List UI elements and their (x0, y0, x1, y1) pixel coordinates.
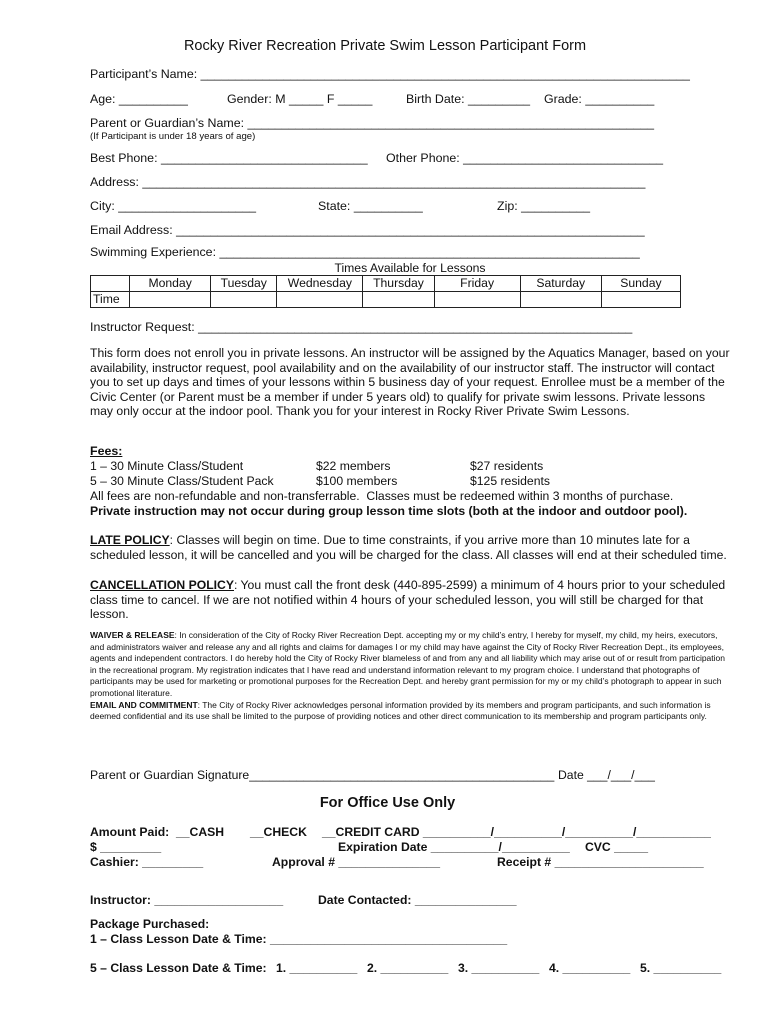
age-field[interactable]: Age: __________ (90, 92, 188, 106)
intro-paragraph: This form does not enroll you in private lessons. An instructor will be assigned by the Aquatics Manager, based on your availability, instructor request, pool availability and on the availability of our instructor staff. The instructor will contact you to set up days and times of your lessons within 5 business day of your request. Enrollee must be a member of the Civic Center (or Parent must be a member if under 5 years old) to qualify for private swim lessons. Private lessons may only occur at the indoor pool. Thank you for your interest in Rocky River Private Swim Lessons. (90, 346, 730, 419)
date-contacted-field[interactable]: Date Contacted: _______________ (318, 893, 517, 907)
availability-header-row (91, 276, 681, 292)
swimming-experience-field[interactable]: Swimming Experience: _____________________________________________________________ (90, 245, 640, 259)
email-field[interactable]: Email Address: ____________________________________________________________________ (90, 223, 645, 237)
five-class-slot[interactable]: 1. __________ (276, 961, 358, 975)
one-class-lesson-field[interactable]: 1 – Class Lesson Date & Time: ___________________________________ (90, 932, 508, 946)
payment-check[interactable]: __CHECK (250, 825, 307, 839)
amount-dollar-field[interactable]: $ _________ (90, 840, 162, 854)
day-header-saturday: Saturday (520, 276, 601, 292)
time-cell-thursday[interactable] (363, 292, 434, 308)
participant-name-field[interactable]: Participant’s Name: _______________________________________________________________________ (90, 67, 690, 81)
time-cell-friday[interactable] (434, 292, 520, 308)
cancellation-policy-heading: CANCELLATION POLICY (90, 578, 234, 592)
cancellation-policy-text: : You must call the front desk (440-895-2599) a minimum of 4 hours prior to your scheduled class time to cancel. If we are not notified within 4 hours of your scheduled lesson, you will still be charged for that lesson. (90, 578, 726, 622)
fees-refund-note: All fees are non-refundable and non-transferrable. Classes must be redeemed within 3 months of purchase. (90, 489, 674, 503)
fee-row-members: $22 members (316, 459, 391, 473)
city-field[interactable]: City: ____________________ (90, 199, 257, 213)
availability-table (90, 275, 681, 308)
five-class-slot[interactable]: 4. __________ (549, 961, 631, 975)
address-field[interactable]: Address: _________________________________________________________________________ (90, 175, 646, 189)
cvc-field[interactable]: CVC _____ (585, 840, 649, 854)
five-class-slot[interactable]: 3. __________ (458, 961, 540, 975)
waiver-text: : In consideration of the City of Rocky River Recreation Dept. accepting my or my child’s entry, I hereby for myself, my child, my heirs, executors, and administrators waiver and release any and all rights and claims for damages I or my child may have against the City of Rocky River Recreation Dept., its employees, agents and independent contractors. I do hereby hold the City of Rocky River blameless of and from any and all liability which may arise out of or result from participation in the recreational program. My registration indicates that I have read and understand information relevant to my program choice. I understand that photographs of participants may be used for marketing or promotional purposes for the Recreation Dept. and hereby grant permission for my or my child’s photograph to appear in such promotional literature. (90, 630, 725, 698)
schedule-caption: Times Available for Lessons (334, 261, 486, 275)
amount-paid-cash[interactable]: Amount Paid: __CASH (90, 825, 225, 839)
blank-header-cell (91, 276, 130, 292)
payment-credit-card[interactable]: __CREDIT CARD __________/__________/__________/___________ (322, 825, 711, 839)
five-class-slot[interactable]: 2. __________ (367, 961, 449, 975)
package-purchased-label: Package Purchased: (90, 917, 210, 931)
office-use-title: For Office Use Only (319, 795, 456, 811)
fee-row-label: 5 – 30 Minute Class/Student Pack (90, 474, 274, 488)
cancellation-policy (90, 578, 730, 622)
time-cell-tuesday[interactable] (211, 292, 277, 308)
cashier-field[interactable]: Cashier: _________ (90, 855, 204, 869)
day-header-wednesday: Wednesday (277, 276, 363, 292)
five-class-lesson-label: 5 – Class Lesson Date & Time: (90, 961, 267, 975)
parent-name-note: (If Participant is under 18 years of age) (90, 131, 256, 142)
state-field[interactable]: State: __________ (318, 199, 423, 213)
waiver-release (90, 630, 730, 723)
form-title: Rocky River Recreation Private Swim Lesson Participant Form (183, 38, 587, 54)
email-commitment-heading: EMAIL AND COMMITMENT (90, 699, 198, 710)
time-cell-monday[interactable] (130, 292, 211, 308)
time-row-label: Time (91, 292, 130, 308)
best-phone-field[interactable]: Best Phone: ______________________________ (90, 151, 368, 165)
receipt-number-field[interactable]: Receipt # ______________________ (497, 855, 704, 869)
signature-date-field[interactable]: Date ___/___/___ (558, 768, 655, 782)
zip-field[interactable]: Zip: __________ (497, 199, 591, 213)
time-cell-saturday[interactable] (520, 292, 601, 308)
approval-number-field[interactable]: Approval # _______________ (272, 855, 441, 869)
instructor-request-field[interactable]: Instructor Request: _______________________________________________________________ (90, 320, 633, 334)
day-header-friday: Friday (434, 276, 520, 292)
day-header-thursday: Thursday (363, 276, 434, 292)
instructor-field[interactable]: Instructor: ___________________ (90, 893, 284, 907)
fee-row-label: 1 – 30 Minute Class/Student (90, 459, 244, 473)
fee-row-residents: $27 residents (470, 459, 544, 473)
late-policy-text: : Classes will begin on time. Due to time constraints, if you arrive more than 10 minutes late for a scheduled lesson, it will be cancelled and you will be charged for the class. All classes will end at their scheduled time. (90, 533, 727, 562)
signature-field[interactable]: Parent or Guardian Signature_____________________________________________ (90, 768, 555, 782)
time-cell-wednesday[interactable] (277, 292, 363, 308)
birth-date-field[interactable]: Birth Date: _________ (406, 92, 530, 106)
grade-field[interactable]: Grade: __________ (544, 92, 655, 106)
day-header-sunday: Sunday (601, 276, 680, 292)
fees-heading-text: Fees: (90, 444, 123, 458)
other-phone-field[interactable]: Other Phone: _____________________________ (386, 151, 663, 165)
late-policy-heading: LATE POLICY (90, 533, 170, 547)
waiver-heading: WAIVER & RELEASE (90, 630, 175, 640)
parent-name-field[interactable]: Parent or Guardian’s Name: ___________________________________________________________ (90, 116, 655, 130)
email-commitment-text: : The City of Rocky River acknowledges personal information provided by its members and program participants, and such information is deemed confidential and its use shall be limited to the purpose of providing notices and other direct communication to its membership and program participants only. (90, 699, 711, 722)
gender-field[interactable]: Gender: M _____ F _____ (227, 92, 373, 106)
fees-heading (90, 444, 122, 459)
expiration-date-field[interactable]: Expiration Date __________/__________ (338, 840, 570, 854)
time-cell-sunday[interactable] (601, 292, 680, 308)
fees-bold-note: Private instruction may not occur during group lesson time slots (both at the indoor and outdoor pool). (90, 504, 688, 518)
fee-row-members: $100 members (316, 474, 398, 488)
availability-time-row (91, 292, 681, 308)
five-class-slot[interactable]: 5. __________ (640, 961, 722, 975)
day-header-tuesday: Tuesday (211, 276, 277, 292)
late-policy (90, 533, 730, 562)
day-header-monday: Monday (130, 276, 211, 292)
fee-row-residents: $125 residents (470, 474, 550, 488)
